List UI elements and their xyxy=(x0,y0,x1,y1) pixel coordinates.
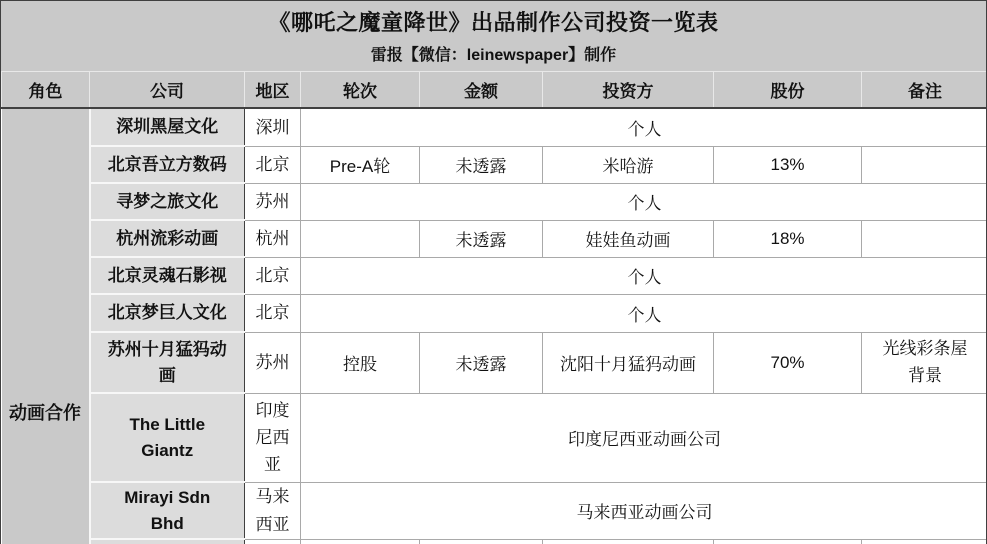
column-header-share: 股份 xyxy=(714,72,862,109)
column-header-round: 轮次 xyxy=(301,72,420,109)
note-cell xyxy=(862,539,987,544)
table-subtitle: 雷报【微信：leinewspaper】制作 xyxy=(1,42,986,71)
column-header-investor: 投资方 xyxy=(543,72,714,109)
amount-cell xyxy=(420,539,543,544)
region-cell xyxy=(245,539,301,544)
region-cell: 北京 xyxy=(245,257,301,294)
merged-investor-cell: 个人 xyxy=(301,108,987,146)
column-header-amount: 金额 xyxy=(420,72,543,109)
company-cell: 杭州流彩动画 xyxy=(90,220,245,257)
share-cell: 13% xyxy=(714,146,862,183)
column-header-company: 公司 xyxy=(90,72,245,109)
round-cell: 控股 xyxy=(301,332,420,393)
region-cell: 印度尼西亚 xyxy=(245,393,301,482)
table-row xyxy=(2,220,987,257)
merged-investor-cell: 印度尼西亚动画公司 xyxy=(301,393,987,482)
company-cell: 北京梦巨人文化 xyxy=(90,294,245,332)
investment-table xyxy=(1,71,987,544)
table-row xyxy=(2,332,987,393)
header-row xyxy=(2,72,987,109)
region-cell: 北京 xyxy=(245,146,301,183)
merged-investor-cell: 个人 xyxy=(301,183,987,220)
share-cell: 18% xyxy=(714,220,862,257)
investor-cell: 米哈游 xyxy=(543,146,714,183)
company-cell: 北京灵魂石影视 xyxy=(90,257,245,294)
company-cell: 深圳黑屋文化 xyxy=(90,108,245,146)
region-cell: 苏州 xyxy=(245,183,301,220)
region-cell: 北京 xyxy=(245,294,301,332)
round-cell xyxy=(301,220,420,257)
table-row xyxy=(2,146,987,183)
column-header-region: 地区 xyxy=(245,72,301,109)
company-cell xyxy=(90,539,245,544)
round-cell: Pre-A轮 xyxy=(301,146,420,183)
amount-cell: 未透露 xyxy=(420,146,543,183)
company-cell: Mirayi Sdn Bhd xyxy=(90,482,245,539)
note-cell xyxy=(862,146,987,183)
company-cell: 北京吾立方数码 xyxy=(90,146,245,183)
round-cell xyxy=(301,539,420,544)
company-cell: The Little Giantz xyxy=(90,393,245,482)
merged-investor-cell: 马来西亚动画公司 xyxy=(301,482,987,539)
table-row xyxy=(2,183,987,220)
region-cell: 苏州 xyxy=(245,332,301,393)
table-row xyxy=(2,108,987,146)
region-cell: 杭州 xyxy=(245,220,301,257)
table-row xyxy=(2,482,987,539)
amount-cell: 未透露 xyxy=(420,220,543,257)
table-row xyxy=(2,393,987,482)
amount-cell: 未透露 xyxy=(420,332,543,393)
note-cell: 光线彩条屋背景 xyxy=(862,332,987,393)
merged-investor-cell: 个人 xyxy=(301,294,987,332)
table-title: 《哪吒之魔童降世》出品制作公司投资一览表 xyxy=(1,1,986,42)
company-cell: 寻梦之旅文化 xyxy=(90,183,245,220)
region-cell: 深圳 xyxy=(245,108,301,146)
column-header-role: 角色 xyxy=(2,72,90,109)
investor-cell: 沈阳十月猛犸动画 xyxy=(543,332,714,393)
role-group-cell: 动画合作 xyxy=(2,108,90,544)
investor-cell xyxy=(543,539,714,544)
table-row-partial xyxy=(2,539,987,544)
company-cell: 苏州十月猛犸动画 xyxy=(90,332,245,393)
region-cell: 马来西亚 xyxy=(245,482,301,539)
investor-cell: 娃娃鱼动画 xyxy=(543,220,714,257)
share-cell xyxy=(714,539,862,544)
table-row xyxy=(2,257,987,294)
column-header-note: 备注 xyxy=(862,72,987,109)
note-cell xyxy=(862,220,987,257)
table-row xyxy=(2,294,987,332)
share-cell: 70% xyxy=(714,332,862,393)
merged-investor-cell: 个人 xyxy=(301,257,987,294)
